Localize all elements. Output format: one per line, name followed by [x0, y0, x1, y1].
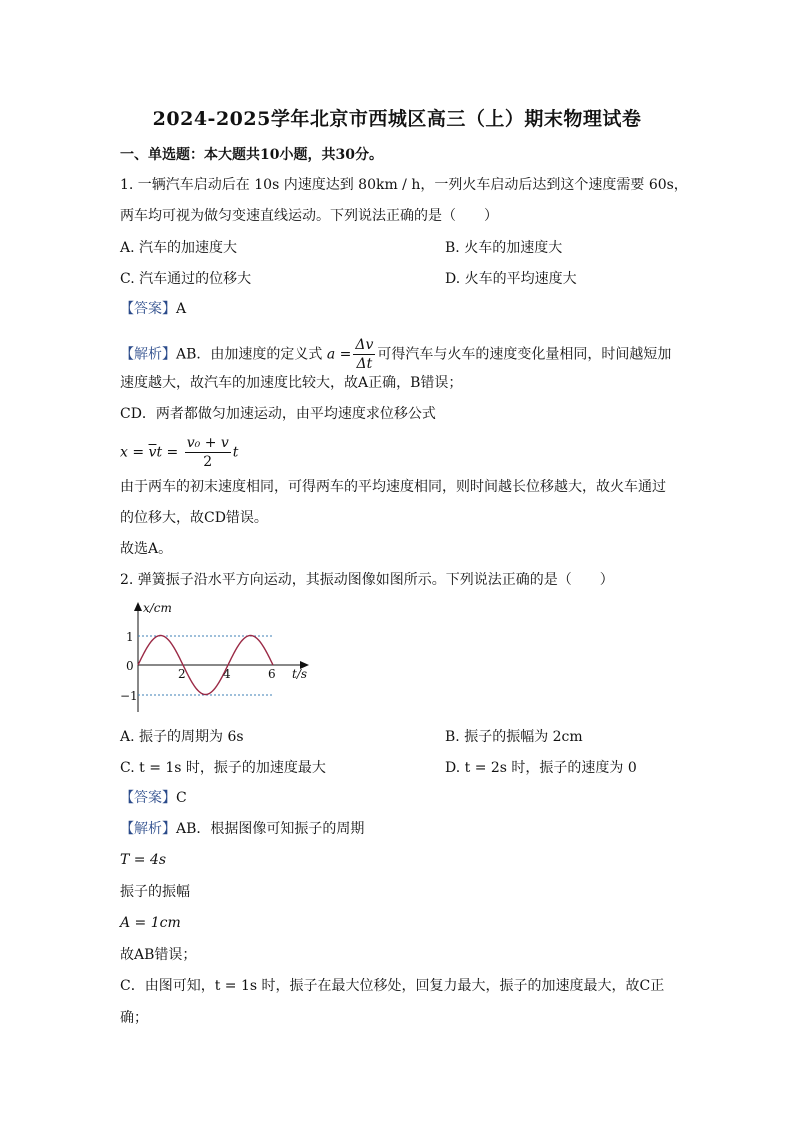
q2-analysis-line3: 故AB错误；	[120, 947, 197, 963]
q1-option-a: A. 汽车的加速度大	[120, 240, 238, 256]
accel-fraction	[353, 336, 375, 373]
q2-analysis-line2: 振子的振幅	[120, 884, 190, 900]
formula-fraction	[185, 434, 231, 471]
q1-answer	[120, 299, 186, 319]
x-tick-4: 4	[223, 667, 231, 681]
fraction-numerator: Δv	[355, 337, 374, 353]
q2-option-a: A. 振子的周期为 6s	[120, 729, 244, 745]
q1-conclusion: 故选A。	[120, 541, 173, 557]
q1-option-b: B. 火车的加速度大	[445, 240, 563, 256]
y-axis-arrow	[134, 602, 142, 611]
vibration-graph	[115, 598, 315, 716]
fraction-denominator: Δt	[356, 356, 373, 372]
section-heading: 一、单选题：本大题共10小题，共30分。	[120, 147, 383, 163]
accel-symbol: a =	[326, 346, 352, 363]
y-axis-label: x/cm	[143, 601, 172, 615]
analysis-text: AB．由加速度的定义式	[176, 346, 323, 363]
q1-analysis-line1	[120, 336, 671, 373]
analysis-tag: 【解析】	[120, 346, 176, 363]
q2-option-d: D. t = 2s 时，振子的速度为 0	[445, 760, 637, 776]
q1-stem-line2: 两车均可视为做匀变速直线运动。下列说法正确的是（ ）	[120, 208, 498, 224]
answer-tag: 【答案】	[120, 790, 176, 806]
formula-t: t =	[156, 444, 179, 461]
answer-tag: 【答案】	[120, 301, 176, 317]
q2-amplitude: A = 1cm	[120, 915, 181, 931]
y-tick-1: 1	[126, 630, 134, 644]
q2-stem: 2. 弹簧振子沿水平方向运动，其振动图像如图所示。下列说法正确的是（ ）	[120, 572, 614, 588]
q2-option-b: B. 振子的振幅为 2cm	[445, 729, 583, 745]
x-axis-label: t/s	[292, 667, 308, 681]
q1-option-d: D. 火车的平均速度大	[445, 271, 577, 287]
answer-value: C	[176, 790, 187, 806]
formula-lhs: x =	[120, 444, 149, 461]
exam-title: 2024-2025学年北京市西城区高三（上）期末物理试卷	[152, 108, 642, 130]
y-tick-neg1: −1	[120, 689, 138, 703]
x-tick-6: 6	[268, 667, 276, 681]
formula-vbar: $\overline{v}$	[148, 444, 157, 461]
q1-stem-line1: 1. 一辆汽车启动后在 10s 内速度达到 80km / h，一列火车启动后达到这个速度需要 60s，	[120, 177, 688, 193]
q2-analysis-line1	[120, 819, 364, 839]
x-tick-2: 2	[178, 667, 186, 681]
q1-analysis-line4: 由于两车的初末速度相同，可得两车的平均速度相同，则时间越长位移越大，故火车通过	[120, 479, 666, 495]
q2-answer	[120, 788, 187, 808]
answer-value: A	[176, 301, 187, 317]
q2-option-c: C. t = 1s 时，振子的加速度最大	[120, 760, 326, 776]
y-tick-0: 0	[126, 659, 134, 673]
analysis-tag: 【解析】	[120, 821, 176, 837]
q1-formula	[120, 434, 238, 471]
q2-period: T = 4s	[120, 852, 167, 868]
q2-analysis-line5: 确；	[120, 1010, 148, 1026]
q1-option-c: C. 汽车通过的位移大	[120, 271, 252, 287]
analysis-text: AB．根据图像可知振子的周期	[176, 821, 365, 837]
q1-analysis-line2: 速度越大，故汽车的加速度比较大，故A正确，B错误；	[120, 375, 463, 391]
q1-analysis-line5: 的位移大，故CD错误。	[120, 510, 268, 526]
fraction-denominator: 2	[203, 454, 213, 470]
q2-analysis-line4: C．由图可知，t = 1s 时，振子在最大位移处，回复力最大，振子的加速度最大，故C正	[120, 978, 665, 994]
q1-analysis-line3: CD．两者都做匀加速运动，由平均速度求位移公式	[120, 406, 436, 422]
analysis-text: 可得汽车与火车的速度变化量相同，时间越短加	[377, 346, 672, 363]
fraction-numerator: v₀ + v	[186, 435, 229, 451]
formula-tail: t	[232, 444, 239, 461]
